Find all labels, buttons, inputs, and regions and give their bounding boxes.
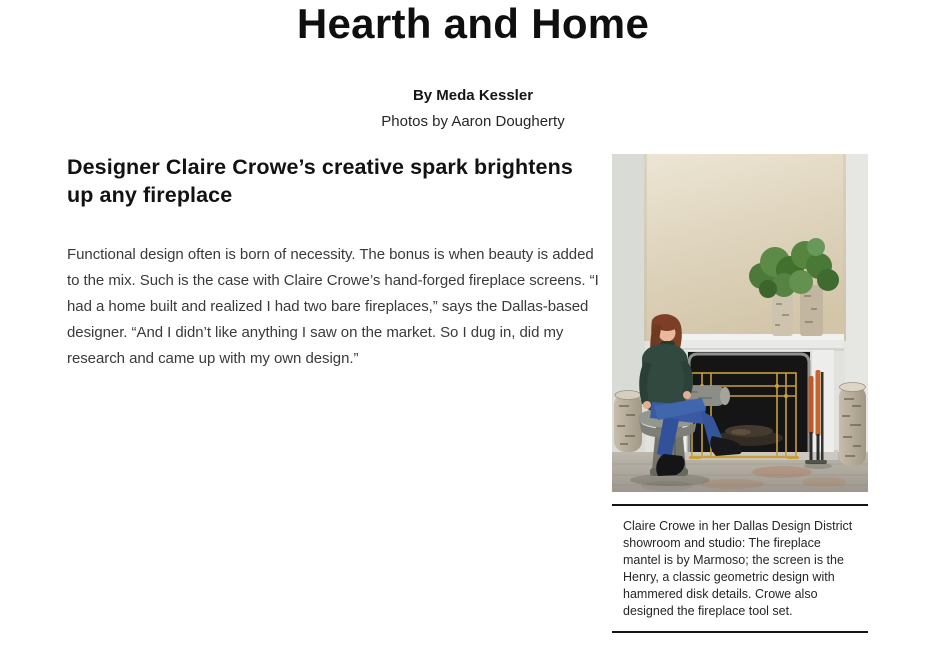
byline: By Meda Kessler xyxy=(412,87,534,104)
photo-caption: Claire Crowe in her Dallas Design District showroom and studio: The fireplace mantel is by Marmoso; the screen is the Henry, a classic geometric design with hammered disk details. Crowe also designed the fireplace tool set. xyxy=(623,519,853,618)
photo-credit: Photos by Aaron Dougherty xyxy=(381,113,565,130)
birch-log-right xyxy=(839,383,866,467)
caption-rule-bottom xyxy=(612,631,868,633)
birch-log-left xyxy=(614,391,642,453)
figure xyxy=(612,154,868,633)
article-photo xyxy=(612,154,868,492)
article-column xyxy=(67,153,599,372)
page-title: Hearth and Home xyxy=(296,0,650,47)
article-body: Functional design often is born of necessity. The bonus is when beauty is added to the mix. Such is the case with Claire Crowe’s hand-forged fireplace screens. “I had a home built and realized I had two bare fireplaces,” says the Dallas-based designer. “And I didn’t like anything I saw on the market. So I dug in, did my research and came up with my own design.” xyxy=(67,246,599,367)
article-headline: Designer Claire Crowe’s creative spark brightens up any fireplace xyxy=(67,155,573,207)
